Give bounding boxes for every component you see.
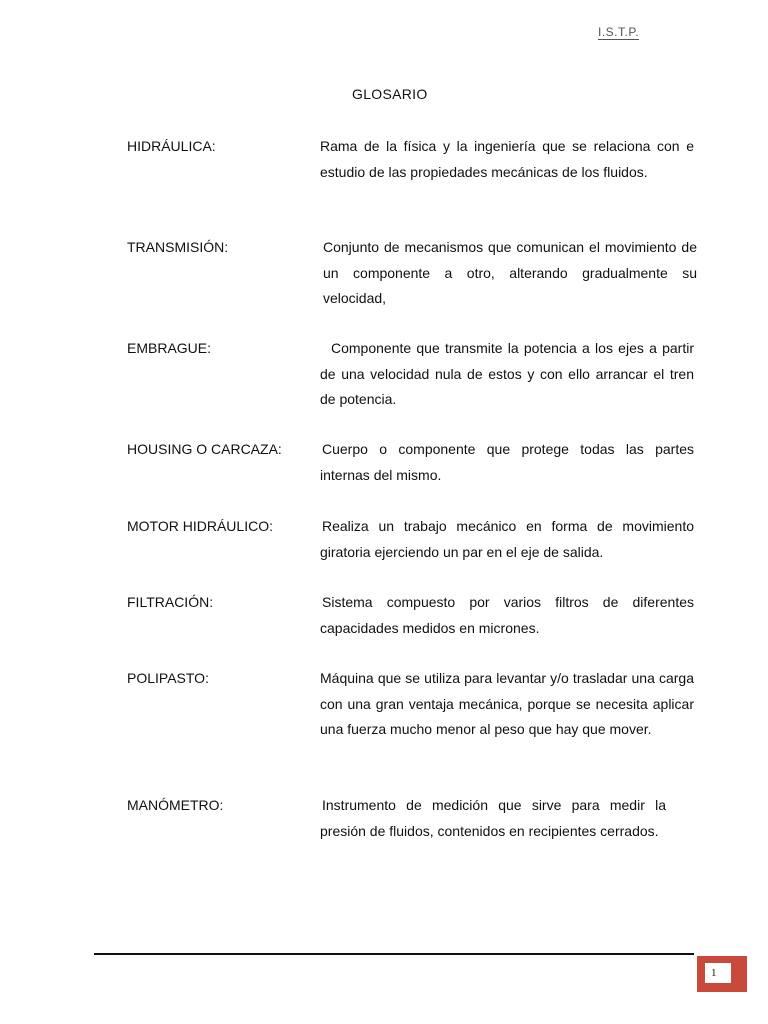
glossary-definition: Sistema compuesto por varios filtros de diferentes capacidades medidos en micrones. — [320, 594, 694, 636]
glossary-definition: Instrumento de medición que sirve para medir la presión de fluidos, contenidos en recipientes cerrados. — [320, 797, 666, 839]
page-title: GLOSARIO — [352, 86, 428, 102]
glossary-definition: Conjunto de mecanismos que comunican el movimiento de un componente a otro, alterando gradualmente su velocidad, — [323, 239, 697, 306]
glossary-definition: Máquina que se utiliza para levantar y/o trasladar una carga con una gran ventaja mecánica, porque se necesita aplicar una fuerza mucho menor al peso que hay que mover. — [320, 670, 694, 737]
glossary-term: TRANSMISIÓN: — [127, 239, 229, 255]
glossary-term: MANÓMETRO: — [127, 797, 224, 813]
glossary-term: FILTRACIÓN: — [127, 594, 214, 610]
glossary-term: MOTOR HIDRÁULICO: — [127, 518, 273, 534]
page-number: 1 — [705, 963, 731, 983]
glossary-definition: Componente que transmite la potencia a los ejes a partir de una velocidad nula de estos y con ello arrancar el tren de potencia. — [320, 340, 694, 407]
glossary-term: HIDRÁULICA: — [127, 138, 216, 154]
glossary-term: EMBRAGUE: — [127, 340, 212, 356]
glossary-definition: Rama de la física y la ingeniería que se relaciona con e estudio de las propiedades mecánicas de los fluidos. — [320, 138, 694, 180]
institution-header: I.S.T.P. — [598, 25, 640, 39]
glossary-term: POLIPASTO: — [127, 670, 209, 686]
glossary-definition: Realiza un trabajo mecánico en forma de movimiento giratoria ejerciendo un par en el eje de salida. — [320, 518, 694, 560]
page-number-badge — [697, 956, 747, 992]
glossary-term: HOUSING O CARCAZA: — [127, 441, 282, 457]
glossary-definition: Cuerpo o componente que protege todas las partes internas del mismo. — [320, 441, 694, 483]
footer-divider — [94, 953, 694, 955]
